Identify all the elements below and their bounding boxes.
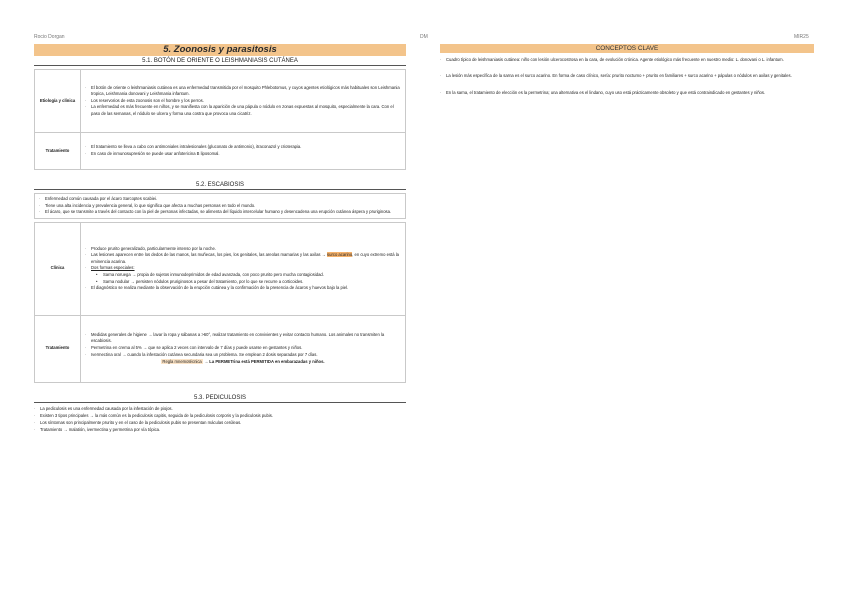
list-item: · Enfermedad común causada por el ácaro Sarcoptes scabiei.: [39, 196, 401, 203]
sub-list-item: • Sarna nodular → persisten nódulos pruriginosos a pesar del tratamiento, por lo que se recurre a corticoides.: [85, 279, 401, 286]
table-row: [35, 70, 406, 133]
lesion-text-end: , en cuyo extremo está la eminencia acarina.: [91, 252, 399, 264]
header-code: DM: [420, 34, 428, 40]
pediculosis-list: [34, 405, 406, 433]
key-concept-item: · Cuadro típico de leishmaniasis cutánea: niño con lesión ulcerocostrosa en la cara, de evolución crónica. Agente etiológico más frecuente en nuestro medio: L. donovani o L. infantum.: [440, 57, 814, 63]
list-item: · El ácaro, que se transmite a través del contacto con la piel de personas infectadas, se alimenta del líquido intercelular humano y desencadena una erupción cutánea áspera y pruriginosa.: [39, 209, 401, 216]
row-body: [81, 70, 406, 133]
key-concepts-column: [440, 44, 814, 96]
section-title-escabiosis: 5.2. ESCABIOSIS: [34, 182, 406, 190]
list-item: · El tratamiento se lleva a cabo con antimoniales intralesionales (gluconato de antimonio), itraconazol y crioterapia.: [85, 144, 401, 151]
table-row: [35, 222, 406, 315]
surco-acarino-highlight: surco acarino: [327, 252, 353, 258]
list-item: · El botón de oriente o leishmaniasis cutánea es una enfermedad transmitida por el mosquito Phlebotomus, y cuyos agentes etiológicos más habituales son Leishmania tropica, Leishmania donovani y Leishmania infantum.: [85, 85, 401, 98]
list-item: · Dos formas especiales:: [85, 265, 401, 272]
sub-list-item: • Sarna noruega → propia de sujetos inmunodeprimidos de edad avanzada, con poco prurito pero mucha contagiosidad.: [85, 272, 401, 279]
row-body: [81, 315, 406, 382]
row-label: Clínica: [35, 222, 81, 315]
list-item: · Los reservorios de esta zoonosis son el hombre y los perros.: [85, 98, 401, 105]
table-row: [35, 315, 406, 382]
lesion-text: Las lesiones aparecen entre los dedos de las manos, las muñecas, los pies, los genitales, las areolas mamarias y las axilas →: [91, 252, 326, 258]
key-concept-item: · En la sarna, el tratamiento de elección es la permetrina; una alternativa es el lindano, cuyo uso está prácticamente obsoleto y que está contraindicado en gestantes y niños.: [440, 90, 814, 96]
list-item: · Produce prurito generalizado, particularmente intenso por la noche.: [85, 246, 401, 253]
row-label: Tratamiento: [35, 315, 81, 382]
mnemonic-rule: [85, 359, 401, 366]
header-author: Rocio Dorgan: [34, 34, 65, 40]
key-concepts-title: CONCEPTOS CLAVE: [440, 44, 814, 53]
section-title-leishmaniasis: 5.1. BOTÓN DE ORIENTE O LEISHMANIASIS CUTÁNEA: [34, 58, 406, 66]
section-title-pediculosis: 5.3. PEDICULOSIS: [34, 395, 406, 403]
leishmaniasis-table: [34, 69, 406, 170]
list-item: · Tiene una alta incidencia y prevalencia general, lo que significa que afecta a muchas personas en todo el mundo.: [39, 203, 401, 210]
mnemonic-text: → La PERMETrina está PERMITIDA en embarazadas y niños.: [203, 359, 325, 365]
list-item: · El diagnóstico se realiza mediante la observación de la erupción cutánea y la confirmación de la presencia de ácaros y huevos bajo la piel.: [85, 285, 401, 292]
list-item: [85, 252, 401, 265]
main-column: [34, 44, 406, 433]
list-item: · Los síntomas son principalmente prurito y en el caso de la pediculosis pubis se presentan máculas cerúleas.: [34, 419, 406, 426]
list-item: · La pediculosis es una enfermedad causada por la infestación de piojos.: [34, 405, 406, 412]
list-item: · En caso de inmunosupresión se puede usar anfotericina B liposomal.: [85, 151, 401, 158]
row-label: Tratamiento: [35, 133, 81, 170]
escabiosis-intro: [34, 193, 406, 219]
list-item: · Existen 3 tipos principales → la más común es la pediculosis capitis, seguida de la pediculosis corporis y la pediculosis pubis.: [34, 412, 406, 419]
key-concept-item: · La lesión más específica de la sarna es el surco acarino. En forma de caso clínico, sería: prurito nocturno + prurito en familiares + surco acarino + pápulas o nódulos en axilas y genitales.: [440, 73, 814, 79]
row-body: [81, 222, 406, 315]
table-row: [35, 133, 406, 170]
list-item: · Medidas generales de higiene → lavar la ropa y sábanas a >60°, realizar tratamiento en convivientes y evitar contacto humano. Los animales no transmiten la escabiosis.: [85, 332, 401, 345]
mnemonic-label: Regla mnemotécnica: [162, 359, 202, 365]
header-brand: MIR25: [794, 34, 809, 40]
chapter-title: 5. Zoonosis y parasitosis: [34, 44, 406, 56]
escabiosis-table: [34, 222, 406, 383]
list-item: · Permetrina en crema al 5% → que se aplica 2 veces con intervalo de 7 días y puede usarse en gestantes y niños.: [85, 345, 401, 352]
list-item: · La enfermedad es más frecuente en niños, y se manifiesta con la aparición de una pápula o nódulo en zonas expuestas al mosquito, especialmente la cara. Con el paso de las semanas, el nódulo se ulcera y forma una costra que provoca una cicatriz.: [85, 104, 401, 117]
list-item: · Tratamiento → malatión, ivermectina y permetrina por vía tópica.: [34, 426, 406, 433]
row-body: [81, 133, 406, 170]
row-label: Etiología y clínica: [35, 70, 81, 133]
list-item: · Ivermectina oral → cuando la infestación cutánea secundaria sea un problema. Se emplean 2 dosis separadas por 7 días.: [85, 352, 401, 359]
